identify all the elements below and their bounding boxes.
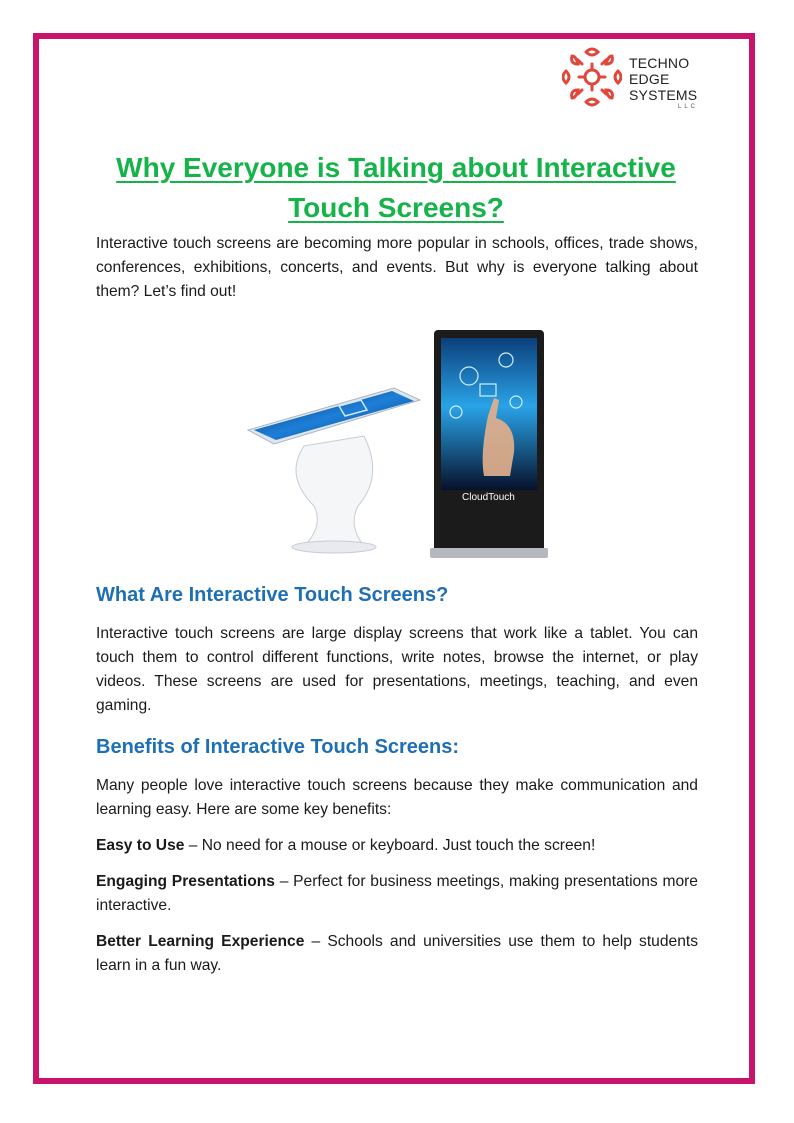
kiosk-brand-label: CloudTouch [462, 492, 515, 503]
page-title: Why Everyone is Talking about Interactive Touch Screens? [116, 152, 676, 223]
techno-edge-logo-icon [562, 46, 622, 108]
section-what-body: Interactive touch screens are large display screens that work like a tablet. You can touch them to control different functions, write notes, browse the internet, or play videos. These screens are used for presentations, meetings, teaching, and even gaming. [96, 625, 698, 714]
benefit-desc: – Perfect for business meetings, making presentations more interactive. [96, 873, 698, 914]
intro-paragraph: Interactive touch screens are becoming more popular in schools, offices, trade shows, conferences, exhibitions, concerts, and events. But why is everyone talking about them? Let’s find out! [96, 235, 698, 300]
benefit-desc: – Schools and universities use them to help students learn in a fun way. [96, 933, 698, 974]
benefit-term: Better Learning Experience [96, 933, 305, 950]
benefit-item [96, 870, 698, 918]
company-logo [562, 46, 712, 112]
logo-llc: LLC [678, 104, 699, 110]
logo-line-2: EDGE [629, 71, 670, 87]
section-benefits-body: Many people love interactive touch screens because they make communication and learning easy. Here are some key benefits: [96, 777, 698, 818]
logo-line-1: TECHNO [629, 55, 690, 71]
benefit-term: Easy to Use [96, 837, 185, 854]
section-heading-benefits: Benefits of Interactive Touch Screens: [96, 736, 460, 758]
benefit-desc: – No need for a mouse or keyboard. Just touch the screen! [184, 837, 596, 854]
touch-screen-kiosks-image [244, 326, 554, 562]
logo-text [629, 55, 697, 103]
section-heading-what: What Are Interactive Touch Screens? [96, 584, 449, 606]
logo-line-3: SYSTEMS [629, 87, 698, 103]
benefit-item [96, 834, 698, 858]
benefit-item [96, 930, 698, 978]
benefit-term: Engaging Presentations [96, 873, 275, 890]
